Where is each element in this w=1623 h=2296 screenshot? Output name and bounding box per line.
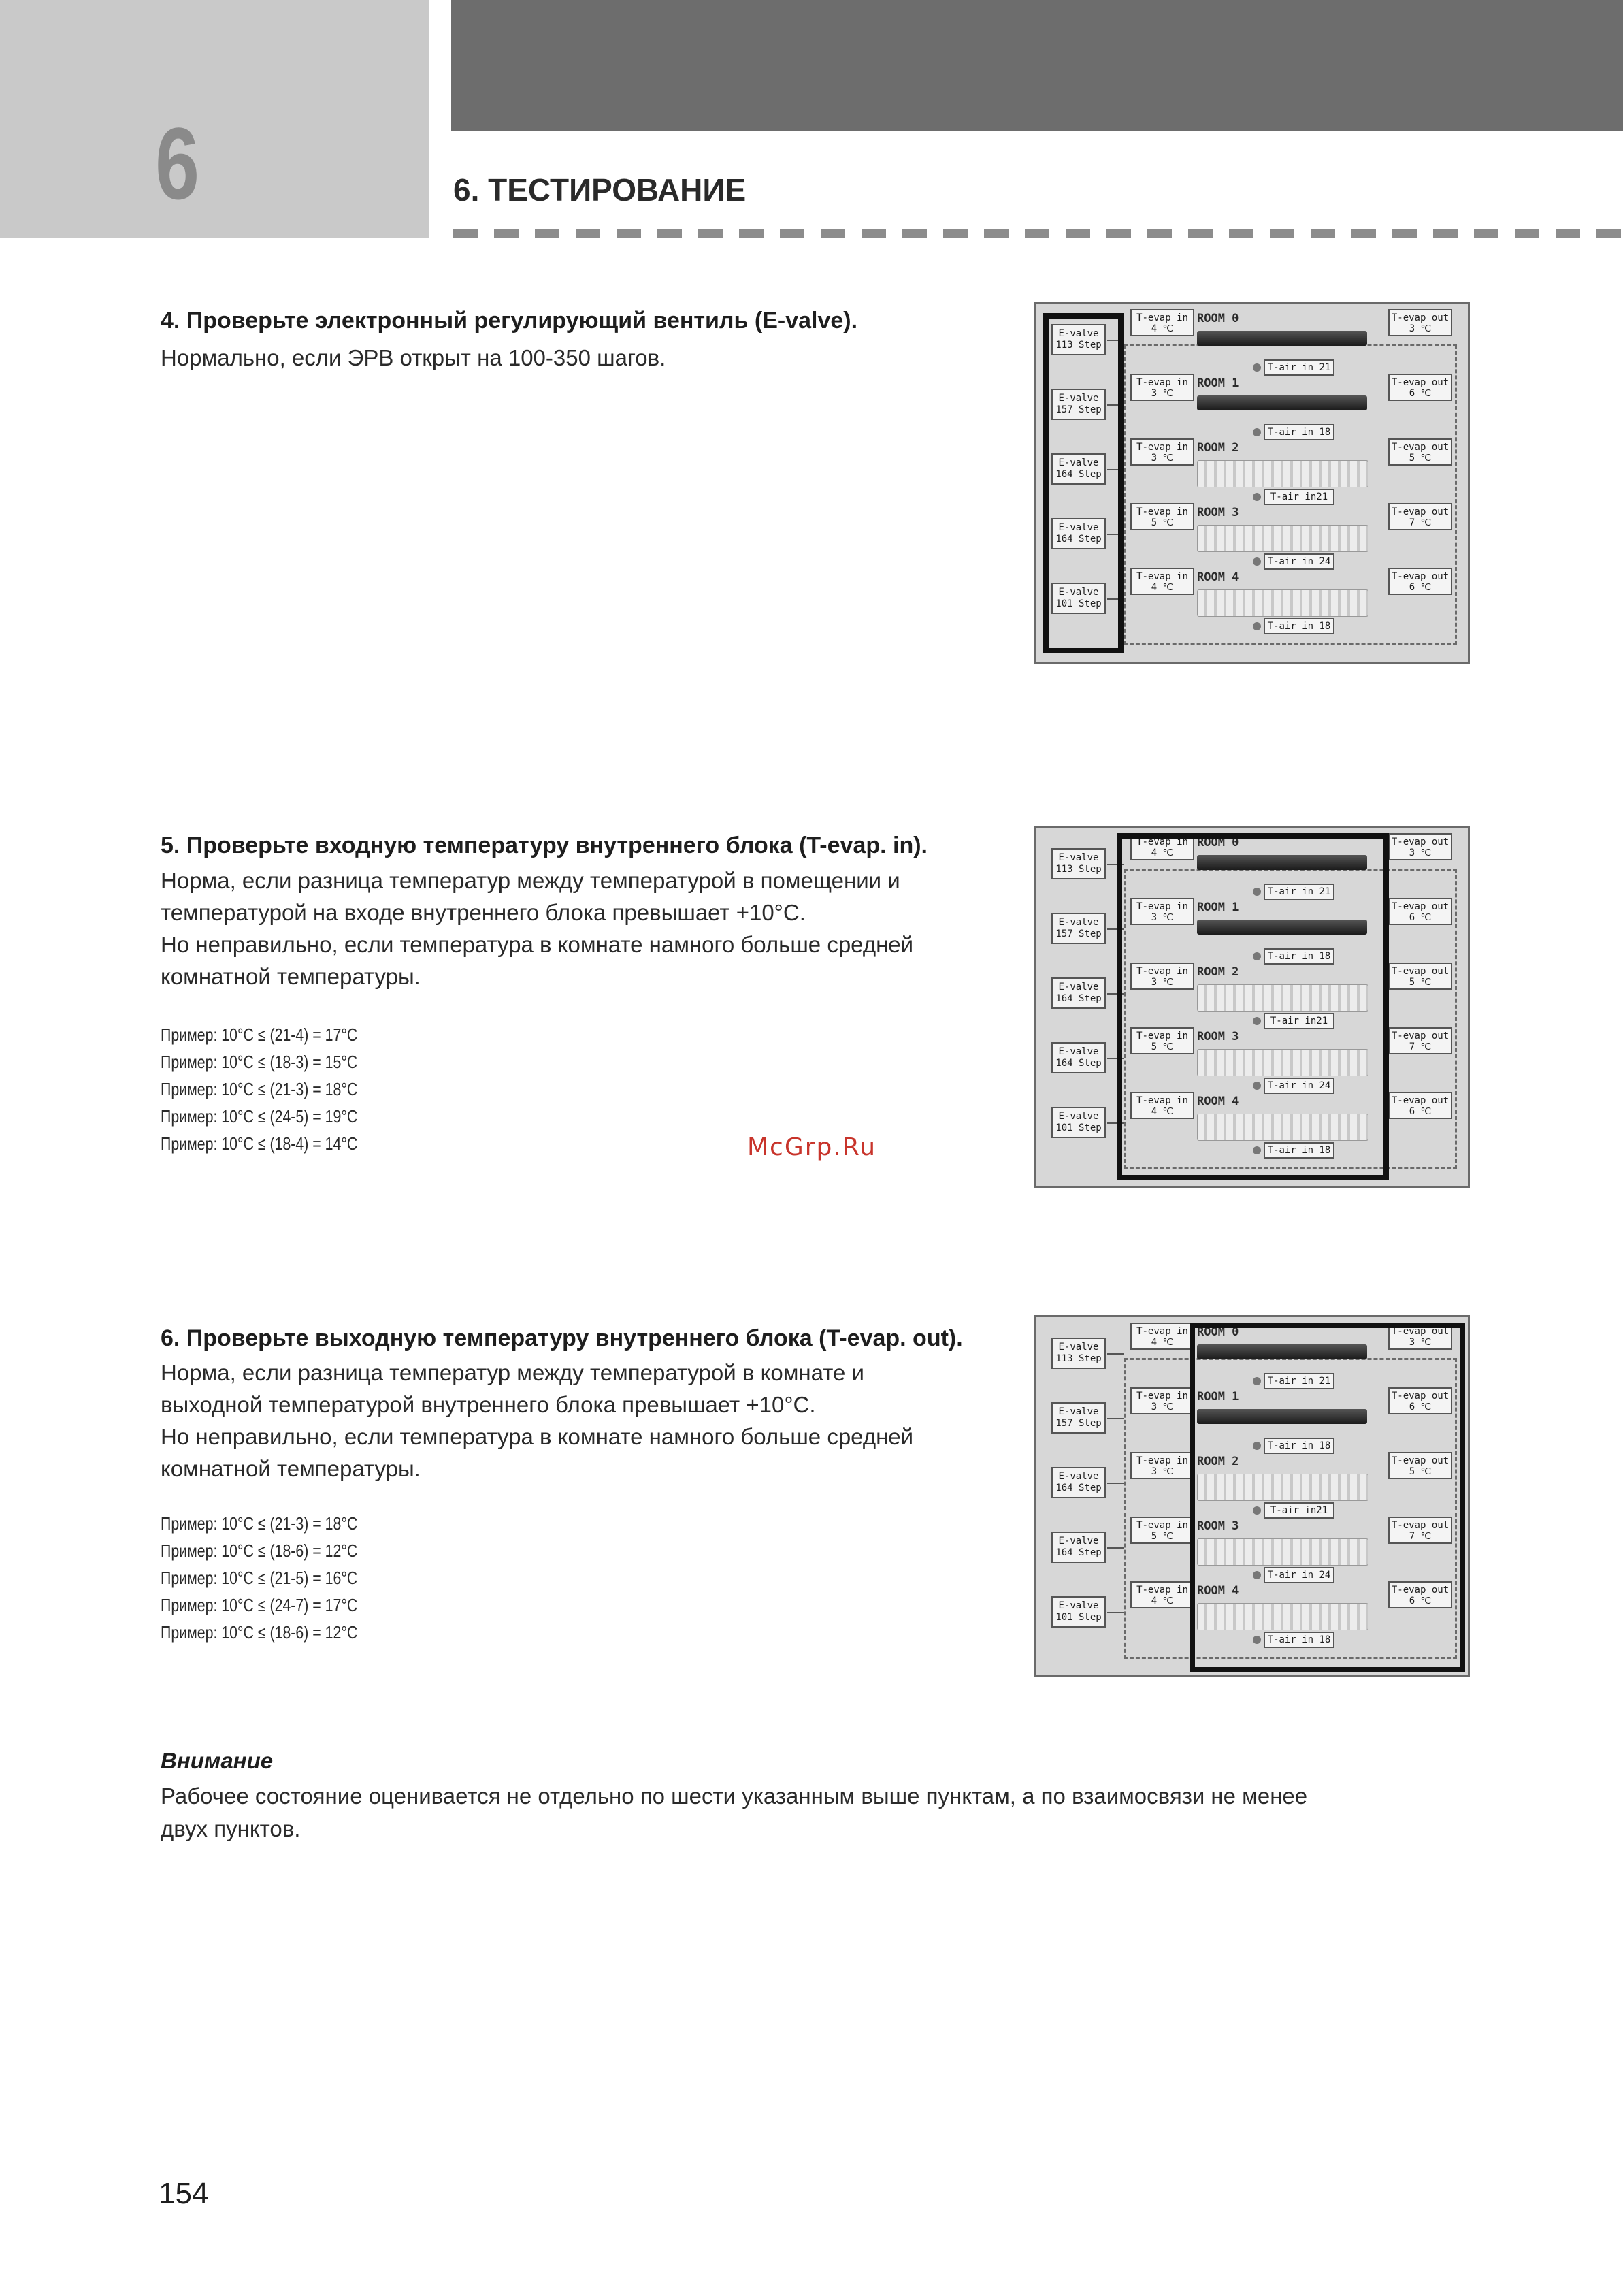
highlight-frame	[1117, 833, 1389, 1180]
tevap-in-text: T-evap in	[1136, 837, 1188, 847]
tevap-out-text: T-evap out	[1391, 506, 1449, 517]
evalve-box	[1051, 977, 1106, 1009]
tevap-out-text: 5 ℃	[1409, 1466, 1432, 1477]
tevap-in-box	[1130, 309, 1194, 336]
tevap-in-box	[1130, 503, 1194, 530]
room-label: ROOM 2	[1197, 441, 1239, 455]
room-label: ROOM 2	[1197, 965, 1239, 979]
tevap-in-box	[1130, 438, 1194, 466]
tevap-in-text: 3 ℃	[1151, 453, 1174, 464]
tevap-in-text: 3 ℃	[1151, 912, 1174, 923]
room-label: ROOM 4	[1197, 1095, 1239, 1108]
section6-line: выходной температурой внутреннего блока превышает +10°C.	[161, 1392, 816, 1417]
tevap-in-text: T-evap in	[1136, 1391, 1188, 1402]
tair-box: T-air in21	[1264, 1502, 1334, 1519]
section5-line: Норма, если разница температур между температурой в помещении и	[161, 868, 900, 893]
tevap-out-box	[1388, 374, 1452, 401]
evalve-text: 164 Step	[1055, 1483, 1102, 1493]
section4-text	[161, 342, 1018, 374]
indoor-unit	[1197, 331, 1367, 346]
tevap-in-text: T-evap in	[1136, 1455, 1188, 1466]
tevap-out-text: 6 ℃	[1409, 1402, 1432, 1412]
sensor-icon	[1253, 428, 1261, 436]
example-line: Пример: 10°C ≤ (18-6) = 12°C	[161, 1540, 358, 1561]
note-title: Внимание	[161, 1748, 274, 1773]
tevap-in-text: T-evap in	[1136, 312, 1188, 323]
section6-title: 6. Проверьте выходную температуру внутреннего блока (T-evap. out).	[161, 1325, 963, 1351]
tevap-in-text: 4 ℃	[1151, 1106, 1174, 1117]
tevap-in-text: T-evap in	[1136, 1326, 1188, 1337]
tevap-out-text: 5 ℃	[1409, 453, 1432, 464]
section6-line: Норма, если разница температур между температурой в комнате и	[161, 1360, 864, 1385]
room-label: ROOM 1	[1197, 376, 1239, 390]
tevap-out-text: 7 ℃	[1409, 1041, 1432, 1052]
tevap-in-box	[1130, 1323, 1194, 1350]
tair-box: T-air in 18	[1264, 1438, 1334, 1454]
tevap-out-text: 6 ℃	[1409, 1106, 1432, 1117]
indoor-unit	[1197, 395, 1367, 410]
tevap-in-text: 4 ℃	[1151, 847, 1174, 858]
example-line: Пример: 10°C ≤ (21-3) = 18°C	[161, 1079, 358, 1099]
tevap-in-text: T-evap in	[1136, 966, 1188, 977]
example-line: Пример: 10°C ≤ (18-3) = 15°C	[161, 1052, 358, 1072]
tair-box: T-air in 18	[1264, 1632, 1334, 1648]
tevap-out-box	[1388, 1027, 1452, 1054]
evalve-text: 113 Step	[1055, 1353, 1102, 1364]
section6-line: комнатной температуры.	[161, 1456, 421, 1481]
tevap-out-text: T-evap out	[1391, 901, 1449, 912]
tevap-out-text: T-evap out	[1391, 1455, 1449, 1466]
tevap-out-text: 6 ℃	[1409, 912, 1432, 923]
tevap-out-text: T-evap out	[1391, 377, 1449, 388]
tevap-in-box	[1130, 1581, 1194, 1608]
tevap-out-text: T-evap out	[1391, 1031, 1449, 1041]
evalve-text: E-valve	[1058, 1111, 1099, 1122]
tair-box: T-air in 21	[1264, 1373, 1334, 1389]
pipe-arrow	[1107, 1612, 1124, 1613]
example-line: Пример: 10°C ≤ (21-3) = 18°C	[161, 1513, 358, 1534]
tevap-out-text: T-evap out	[1391, 1095, 1449, 1106]
evalve-text: E-valve	[1058, 1471, 1099, 1482]
example-line: Пример: 10°C ≤ (21-5) = 16°C	[161, 1568, 358, 1588]
tevap-out-text: T-evap out	[1391, 966, 1449, 977]
section5-line: комнатной температуры.	[161, 964, 421, 989]
tevap-out-box	[1388, 568, 1452, 595]
room-label: ROOM 4	[1197, 570, 1239, 584]
tevap-out-text: T-evap out	[1391, 312, 1449, 323]
tevap-out-text: T-evap out	[1391, 837, 1449, 847]
tevap-out-box	[1388, 898, 1452, 925]
sensor-icon	[1253, 493, 1261, 501]
note-text	[161, 1780, 1307, 1845]
header-bar	[451, 0, 1623, 131]
tevap-in-text: T-evap in	[1136, 506, 1188, 517]
example-line: Пример: 10°C ≤ (18-6) = 12°C	[161, 1622, 358, 1643]
room-label: ROOM 1	[1197, 901, 1239, 914]
evalve-text: E-valve	[1058, 522, 1099, 533]
tevap-out-box	[1388, 309, 1452, 336]
room-label: ROOM 3	[1197, 1519, 1239, 1533]
evalve-text: E-valve	[1058, 1406, 1099, 1417]
pipe-arrow	[1107, 1547, 1124, 1549]
section4-title: 4. Проверьте электронный регулирующий вентиль (E-valve).	[161, 308, 858, 334]
evalve-text: 164 Step	[1055, 534, 1102, 545]
tevap-in-text: 3 ℃	[1151, 388, 1174, 399]
sensor-icon	[1253, 622, 1261, 630]
tevap-in-box	[1130, 1387, 1194, 1414]
evalve-box	[1051, 1532, 1106, 1563]
tevap-in-box	[1130, 1517, 1194, 1544]
evalve-box	[1051, 848, 1106, 879]
evalve-text: 157 Step	[1055, 1418, 1102, 1429]
tair-box: T-air in21	[1264, 489, 1334, 505]
tevap-out-screenshot	[1034, 1315, 1470, 1677]
sensor-icon	[1253, 557, 1261, 566]
watermark: McGrp.Ru	[747, 1133, 877, 1161]
tair-box: T-air in 18	[1264, 948, 1334, 965]
tevap-in-text: 5 ℃	[1151, 517, 1174, 528]
tair-box: T-air in 18	[1264, 424, 1334, 440]
section5-title: 5. Проверьте входную температуру внутреннего блока (T-evap. in).	[161, 832, 928, 858]
tevap-out-text: 5 ℃	[1409, 977, 1432, 988]
tevap-in-box	[1130, 1452, 1194, 1479]
highlight-frame	[1043, 313, 1124, 653]
indoor-unit	[1197, 525, 1368, 552]
evalve-box	[1051, 1042, 1106, 1073]
tair-box: T-air in 24	[1264, 553, 1334, 570]
evalve-text: 164 Step	[1055, 469, 1102, 480]
section6-examples	[161, 1510, 401, 1646]
evalve-text: E-valve	[1058, 852, 1099, 863]
indoor-unit	[1197, 589, 1368, 617]
tevap-out-text: 6 ℃	[1409, 1596, 1432, 1606]
evalve-text: E-valve	[1058, 328, 1099, 339]
tevap-in-text: T-evap in	[1136, 1520, 1188, 1531]
evalve-text: E-valve	[1058, 587, 1099, 598]
indoor-unit	[1197, 460, 1368, 487]
tevap-out-text: T-evap out	[1391, 1585, 1449, 1596]
section6-text	[161, 1357, 1018, 1485]
evalve-box	[1051, 1596, 1106, 1628]
tair-box: T-air in 21	[1264, 884, 1334, 900]
room-label: ROOM 0	[1197, 836, 1239, 850]
tair-box: T-air in 18	[1264, 1142, 1334, 1159]
tevap-out-text: 3 ℃	[1409, 323, 1432, 334]
evalve-text: E-valve	[1058, 917, 1099, 928]
tevap-out-text: 3 ℃	[1409, 1337, 1432, 1348]
tevap-in-text: 3 ℃	[1151, 1402, 1174, 1412]
tevap-in-text: T-evap in	[1136, 442, 1188, 453]
section5-examples	[161, 1021, 401, 1157]
evalve-text: 157 Step	[1055, 928, 1102, 939]
sensor-icon	[1253, 363, 1261, 372]
header-divider	[453, 229, 1623, 238]
page-number: 154	[159, 2177, 209, 2210]
evalve-text: 164 Step	[1055, 1058, 1102, 1069]
evalve-text: 101 Step	[1055, 1122, 1102, 1133]
pipe-arrow	[1107, 1483, 1124, 1484]
tevap-out-box	[1388, 438, 1452, 466]
evalve-text: 164 Step	[1055, 1547, 1102, 1558]
tevap-out-box	[1388, 1092, 1452, 1119]
evalve-text: E-valve	[1058, 393, 1099, 404]
tevap-in-text: T-evap in	[1136, 1585, 1188, 1596]
room-label: ROOM 0	[1197, 312, 1239, 325]
note-line: двух пунктов.	[161, 1816, 301, 1841]
evalve-text: E-valve	[1058, 1046, 1099, 1057]
tevap-out-text: 6 ℃	[1409, 582, 1432, 593]
pipe-arrow	[1107, 1353, 1124, 1355]
tevap-in-text: 5 ℃	[1151, 1531, 1174, 1542]
tevap-out-box	[1388, 833, 1452, 860]
pipe-arrow	[1107, 1418, 1124, 1419]
tevap-out-text: T-evap out	[1391, 571, 1449, 582]
room-label: ROOM 4	[1197, 1584, 1239, 1598]
tevap-out-text: T-evap out	[1391, 442, 1449, 453]
tevap-in-screenshot	[1034, 826, 1470, 1188]
tair-box: T-air in 24	[1264, 1078, 1334, 1094]
tair-box: T-air in 24	[1264, 1567, 1334, 1583]
tevap-in-text: T-evap in	[1136, 571, 1188, 582]
chapter-tab	[0, 0, 429, 238]
evalve-text: 113 Step	[1055, 340, 1102, 351]
evalve-text: E-valve	[1058, 1342, 1099, 1353]
evalve-text: 164 Step	[1055, 993, 1102, 1004]
example-line: Пример: 10°C ≤ (21-4) = 17°C	[161, 1024, 358, 1045]
room-label: ROOM 0	[1197, 1325, 1239, 1339]
evalve-text: 101 Step	[1055, 1612, 1102, 1623]
tevap-in-text: 3 ℃	[1151, 977, 1174, 988]
highlight-frame	[1190, 1323, 1465, 1672]
room-label: ROOM 3	[1197, 506, 1239, 519]
tevap-in-text: T-evap in	[1136, 1031, 1188, 1041]
chapter-number: 6	[155, 106, 200, 221]
example-line: Пример: 10°C ≤ (24-7) = 17°C	[161, 1595, 358, 1615]
note-line: Рабочее состояние оценивается не отдельно по шести указанным выше пунктам, а по взаимосвязи не менее	[161, 1783, 1308, 1809]
tevap-out-box	[1388, 503, 1452, 530]
tevap-in-text: 5 ℃	[1151, 1041, 1174, 1052]
evalve-box	[1051, 1338, 1106, 1369]
tair-box: T-air in 18	[1264, 618, 1334, 634]
tevap-in-text: 3 ℃	[1151, 1466, 1174, 1477]
tevap-out-text: 6 ℃	[1409, 388, 1432, 399]
section5-text	[161, 864, 1018, 992]
evalve-text: E-valve	[1058, 1536, 1099, 1547]
evalve-text: E-valve	[1058, 457, 1099, 468]
evalve-box	[1051, 1402, 1106, 1434]
tevap-in-text: 4 ℃	[1151, 323, 1174, 334]
evalve-screenshot	[1034, 302, 1470, 664]
tevap-out-text: 7 ℃	[1409, 1531, 1432, 1542]
tevap-in-text: 4 ℃	[1151, 1596, 1174, 1606]
evalve-text: 113 Step	[1055, 864, 1102, 875]
evalve-box	[1051, 1467, 1106, 1498]
section6-line: Но неправильно, если температура в комнате намного больше средней	[161, 1424, 914, 1449]
tevap-out-text: 7 ℃	[1409, 517, 1432, 528]
tevap-in-box	[1130, 568, 1194, 595]
example-line: Пример: 10°C ≤ (24-5) = 19°C	[161, 1106, 358, 1127]
evalve-text: 157 Step	[1055, 404, 1102, 415]
tair-box: T-air in 21	[1264, 359, 1334, 376]
evalve-text: E-valve	[1058, 982, 1099, 992]
tevap-in-box	[1130, 374, 1194, 401]
tevap-in-text: T-evap in	[1136, 901, 1188, 912]
tevap-out-text: T-evap out	[1391, 1326, 1449, 1337]
chapter-title: 6. ТЕСТИРОВАНИЕ	[453, 172, 747, 208]
evalve-box	[1051, 1107, 1106, 1138]
tevap-in-text: T-evap in	[1136, 377, 1188, 388]
tevap-in-text: T-evap in	[1136, 1095, 1188, 1106]
tevap-in-text: 4 ℃	[1151, 582, 1174, 593]
tevap-in-text: 4 ℃	[1151, 1337, 1174, 1348]
tevap-out-text: 3 ℃	[1409, 847, 1432, 858]
room-label: ROOM 1	[1197, 1390, 1239, 1404]
tair-box: T-air in21	[1264, 1013, 1334, 1029]
room-label: ROOM 3	[1197, 1030, 1239, 1044]
section4-line: Нормально, если ЭРВ открыт на 100-350 шагов.	[161, 345, 666, 370]
example-line: Пример: 10°C ≤ (18-4) = 14°C	[161, 1133, 358, 1154]
section5-line: температурой на входе внутреннего блока превышает +10°C.	[161, 900, 806, 925]
tevap-out-box	[1388, 963, 1452, 990]
tevap-out-text: T-evap out	[1391, 1520, 1449, 1531]
section5-line: Но неправильно, если температура в комнате намного больше средней	[161, 932, 914, 957]
room-label: ROOM 2	[1197, 1455, 1239, 1468]
evalve-text: E-valve	[1058, 1600, 1099, 1611]
evalve-box	[1051, 913, 1106, 944]
tevap-out-text: T-evap out	[1391, 1391, 1449, 1402]
evalve-text: 101 Step	[1055, 598, 1102, 609]
